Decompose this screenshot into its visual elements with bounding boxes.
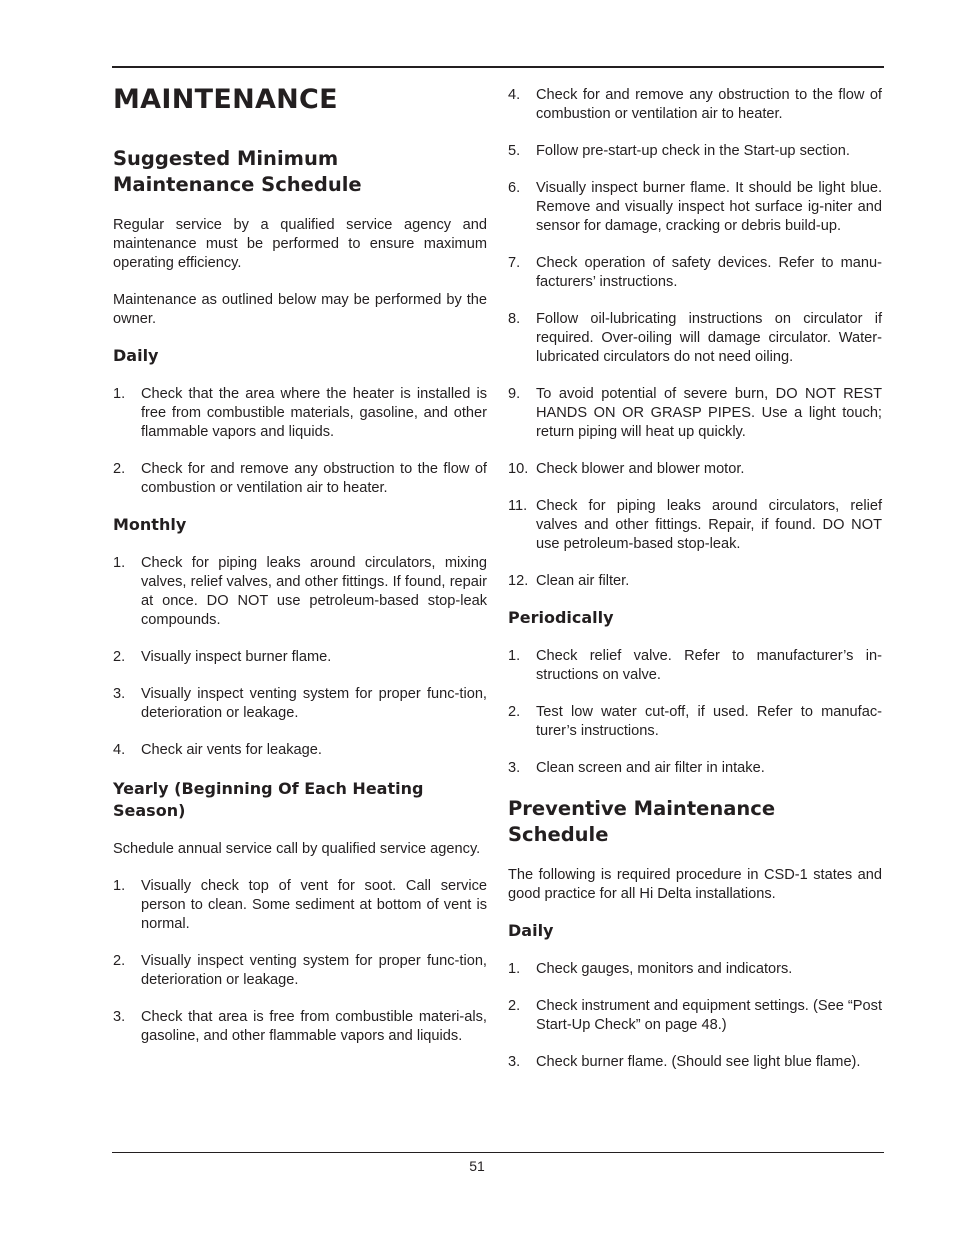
section-title-preventive: Preventive Maintenance Schedule [508,797,776,846]
preventive-daily-list [508,960,882,1072]
list-item: 1. Check relief valve. Refer to manufacturer’s in-structions on valve. [508,648,882,683]
page-title: MAINTENANCE [113,84,338,115]
periodically-heading: Periodically [508,608,614,627]
list-item: 12. Clean air filter. [508,573,630,589]
daily-heading: Daily [113,346,159,365]
list-item: 3. Check burner flame. (Should see light blue flame). [508,1054,861,1070]
section-title-suggested: Suggested Minimum Maintenance Schedule [113,147,362,196]
list-item: 1. Visually check top of vent for soot. Call service person to clean. Some sediment at bottom of vent is normal. [113,878,487,932]
list-item: 2. Visually inspect venting system for proper func-tion, deterioration or leakage. [113,953,487,988]
right-column [508,86,882,1072]
list-item: 2. Visually inspect burner flame. [113,649,332,665]
list-item: 6. Visually inspect burner flame. It should be light blue. Remove and visually inspect hot surface ig-niter and sensor for damage, cracking or debris build-up. [508,180,882,234]
yearly-list-continued [508,86,882,591]
page-number: 51 [469,1158,485,1174]
preventive-intro: The following is required procedure in CSD-1 states and good practice for all Hi Delta installations. [508,867,882,902]
top-rule [112,66,884,68]
yearly-intro: Schedule annual service call by qualified service agency. [113,841,481,857]
preventive-daily-heading: Daily [508,921,554,940]
list-item: 11. Check for piping leaks around circulators, relief valves and other fittings. Repair, if found. DO NOT use petroleum-based stop-leak. [508,498,882,552]
left-column [113,84,487,1046]
intro-paragraph-1: Regular service by a qualified service agency and maintenance must be performed to ensure maximum operating efficiency. [113,217,487,271]
list-item: 1. Check gauges, monitors and indicators. [508,961,793,977]
list-item: 1. Check for piping leaks around circulators, mixing valves, relief valves, and other fittings. If found, repair at once. DO NOT use petroleum-based stop-leak compounds. [113,555,487,628]
list-item: 2. Test low water cut-off, if used. Refer to manufac-turer’s instructions. [508,704,882,739]
daily-list [113,385,487,498]
periodically-list [508,647,882,778]
bottom-rule [112,1152,884,1153]
list-item: 3. Check that area is free from combustible materi-als, gasoline, and other flammable vapors and liquids. [113,1009,487,1044]
monthly-list [113,554,487,760]
list-item: 8. Follow oil-lubricating instructions on circulator if required. Over-oiling will damage circulator. Water-lubricated circulators do not need oiling. [508,311,882,365]
yearly-heading: Yearly (Beginning Of Each Heating Season) [113,779,424,820]
list-item: 5. Follow pre-start-up check in the Start-up section. [508,143,850,159]
list-item: 4. Check air vents for leakage. [113,742,322,758]
list-item: 3. Clean screen and air filter in intake. [508,760,765,776]
list-item: 9. To avoid potential of severe burn, DO NOT REST HANDS ON OR GRASP PIPES. Use a light touch; return piping will heat up quickly. [508,386,882,440]
list-item: 4. Check for and remove any obstruction to the flow of combustion or ventilation air to heater. [508,87,882,122]
list-item: 7. Check operation of safety devices. Refer to manu-facturers’ instructions. [508,255,882,290]
intro-paragraph-2: Maintenance as outlined below may be performed by the owner. [113,292,487,327]
list-item: 1. Check that the area where the heater is installed is free from combustible materials, gasoline, and other flammable vapors and liquids. [113,386,487,440]
list-item: 2. Check for and remove any obstruction to the flow of combustion or ventilation air to heater. [113,461,487,496]
list-item: 2. Check instrument and equipment settings. (See “Post Start-Up Check” on page 48.) [508,998,882,1033]
list-item: 10. Check blower and blower motor. [508,461,745,477]
yearly-list [113,877,487,1046]
list-item: 3. Visually inspect venting system for proper func-tion, deterioration or leakage. [113,686,487,721]
monthly-heading: Monthly [113,515,187,534]
